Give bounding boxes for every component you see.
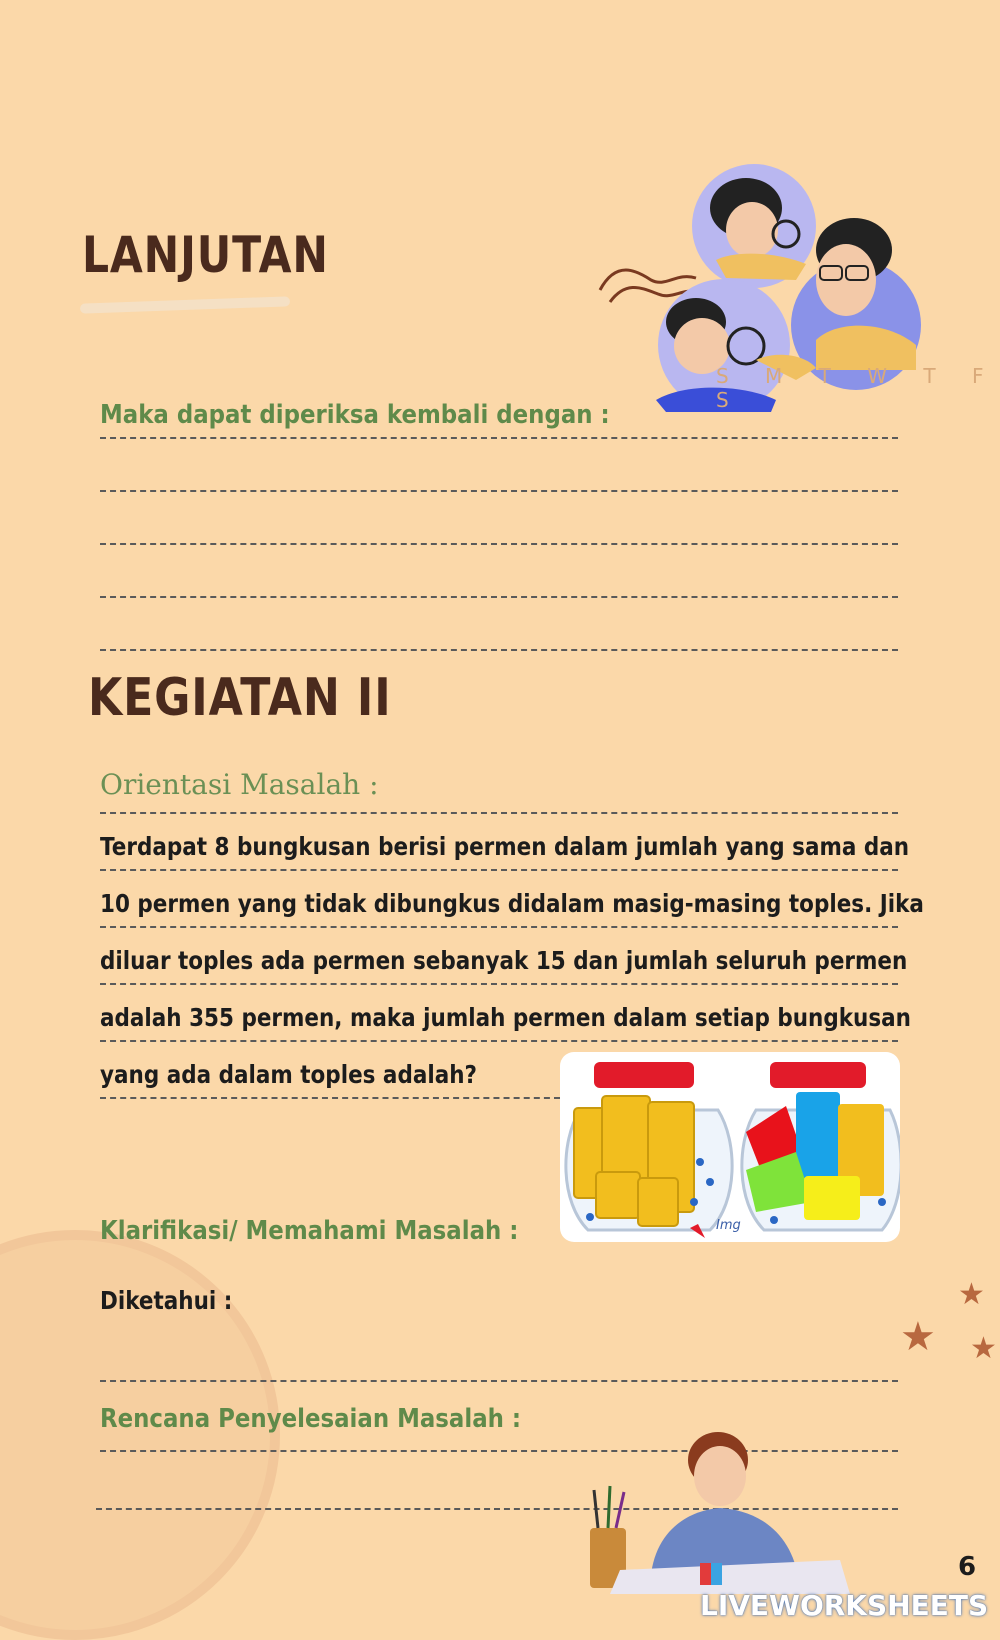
svg-text:★: ★ [900, 1314, 936, 1360]
svg-text:★: ★ [970, 1331, 997, 1366]
image-caption: Img [716, 1218, 741, 1233]
svg-text:★: ★ [958, 1280, 985, 1312]
weekday-letters: S M T W T F S [716, 364, 999, 412]
section-title-lanjutan: LANJUTAN [82, 226, 329, 284]
problem-rule-2 [100, 926, 898, 928]
title-underline [80, 296, 290, 313]
rencana-label: Rencana Penyelesaian Masalah : [100, 1404, 522, 1434]
answer-line-2[interactable] [100, 490, 898, 492]
answer-line-4[interactable] [100, 596, 898, 598]
problem-rule-3 [100, 983, 898, 985]
logo-text: LIVEWORKSHEETS [700, 1589, 989, 1622]
problem-rule-4 [100, 1040, 898, 1042]
liveworksheets-logo [700, 1556, 1000, 1622]
klarifikasi-label: Klarifikasi/ Memahami Masalah : [100, 1216, 519, 1246]
answer-line-5[interactable] [100, 649, 898, 651]
candy-jars-image [560, 1052, 900, 1242]
orientasi-label: Orientasi Masalah : [100, 768, 379, 801]
section-title-kegiatan-ii: KEGIATAN II [88, 668, 392, 728]
decorative-stars [900, 1280, 1000, 1380]
orientasi-line [100, 812, 898, 814]
problem-line-3: diluar toples ada permen sebanyak 15 dan jumlah seluruh permen [100, 946, 908, 975]
problem-rule-1 [100, 869, 898, 871]
problem-rule-5 [100, 1097, 560, 1099]
diketahui-answer-line[interactable] [100, 1380, 898, 1382]
diketahui-label: Diketahui : [100, 1286, 233, 1315]
problem-line-5: yang ada dalam toples adalah? [100, 1060, 478, 1089]
page-number: 6 [958, 1552, 977, 1582]
problem-line-4: adalah 355 permen, maka jumlah permen dalam setiap bungkusan [100, 1003, 911, 1032]
answer-line-1[interactable] [100, 437, 898, 439]
check-again-prompt: Maka dapat diperiksa kembali dengan : [100, 400, 610, 430]
problem-line-1: Terdapat 8 bungkusan berisi permen dalam jumlah yang sama dan [100, 832, 910, 861]
logo-icon [700, 1563, 722, 1585]
answer-line-3[interactable] [100, 543, 898, 545]
problem-line-2: 10 permen yang tidak dibungkus didalam masig-masing toples. Jika [100, 889, 924, 918]
